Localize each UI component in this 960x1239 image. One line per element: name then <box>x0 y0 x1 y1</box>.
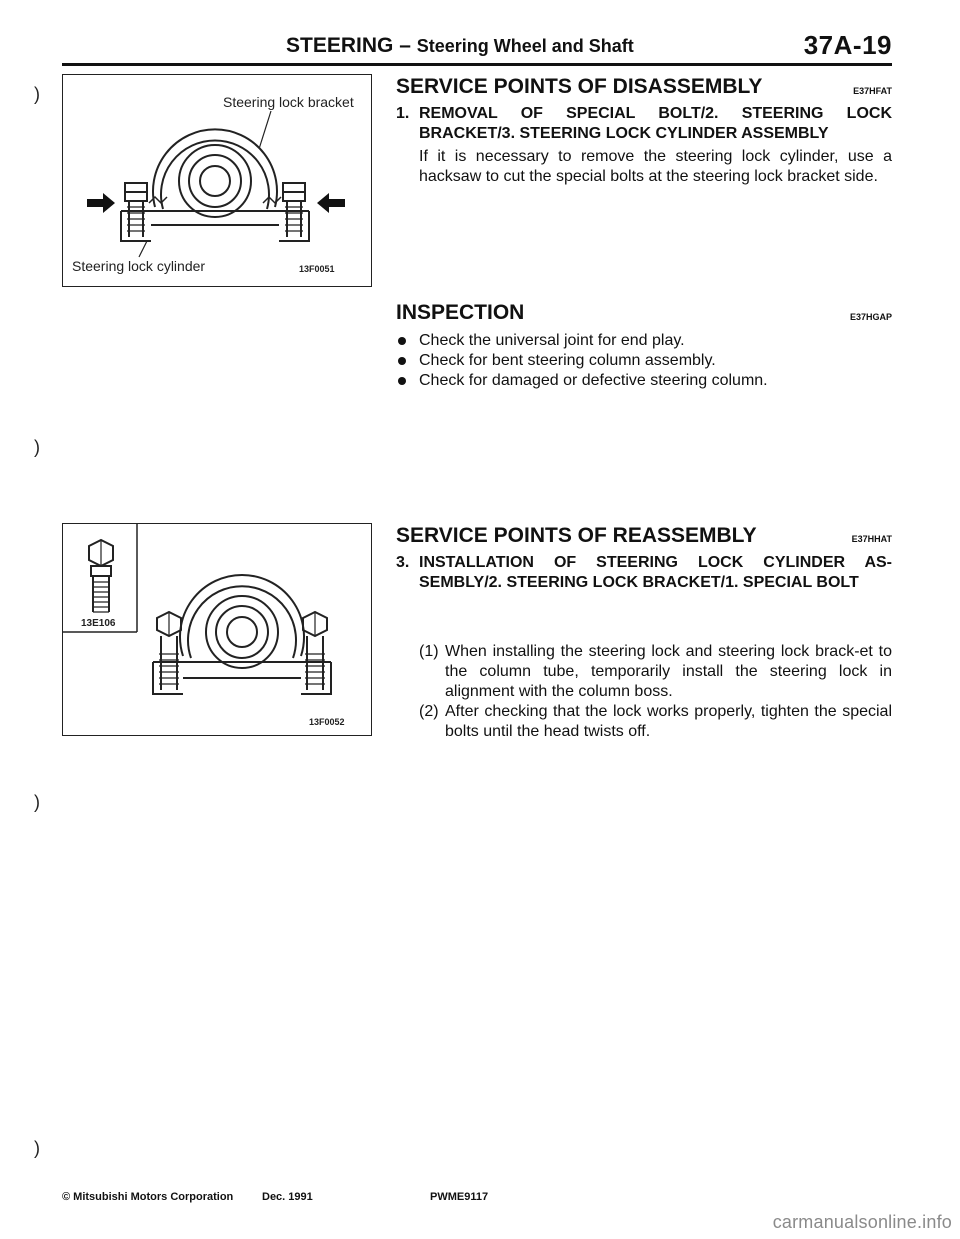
section-code-reassembly: E37HHAT <box>851 534 892 544</box>
header-title <box>286 34 634 58</box>
section-heading-inspection: INSPECTION <box>396 301 525 324</box>
steering-lock-diagram-2 <box>63 524 370 734</box>
list-item <box>396 371 892 391</box>
list-item-text: Check for damaged or defective steering column. <box>419 372 768 389</box>
item-number: 1. <box>396 105 410 122</box>
step-number: (2) <box>419 703 439 720</box>
margin-mark: ) <box>34 1138 40 1158</box>
section-heading-disassembly: SERVICE POINTS OF DISASSEMBLY <box>396 75 763 98</box>
label-steering-lock-bracket: Steering lock bracket <box>223 94 354 110</box>
list-item-text: Check for bent steering column assembly. <box>419 352 716 369</box>
item-title: REMOVAL OF SPECIAL BOLT/2. STEERING LOCK BRACKET/3. STEERING LOCK CYLINDER ASSEMBLY <box>419 105 892 142</box>
header-title-separator: – <box>393 34 417 57</box>
list-item <box>419 642 892 702</box>
bullet-icon <box>398 357 406 365</box>
bullet-icon <box>398 377 406 385</box>
disassembly-body-text: If it is necessary to remove the steering lock cylinder, use a hacksaw to cut the special bolts at the steering lock bracket side. <box>419 148 892 185</box>
figure-steering-lock-reassembly <box>62 523 372 736</box>
page-header <box>62 30 892 66</box>
header-title-main: STEERING <box>286 34 394 57</box>
margin-mark: ) <box>34 792 40 812</box>
step-text: After checking that the lock works properly, tighten the special bolts until the head twists off. <box>445 703 892 740</box>
footer-doc-code: PWME9117 <box>430 1191 489 1203</box>
list-item-text: Check the universal joint for end play. <box>419 332 685 349</box>
header-title-sub: Steering Wheel and Shaft <box>416 36 634 56</box>
list-item <box>396 331 892 351</box>
watermark: carmanualsonline.info <box>772 1212 952 1232</box>
footer-copyright: © Mitsubishi Motors Corporation <box>62 1191 234 1203</box>
item-title: INSTALLATION OF STEERING LOCK CYLINDER AS-SEMBLY/2. STEERING LOCK BRACKET/1. SPECIAL BOLT <box>419 554 892 591</box>
header-rule <box>62 63 892 66</box>
list-item <box>419 702 892 742</box>
disassembly-item-heading <box>396 104 892 144</box>
inspection-list <box>396 331 892 391</box>
figure-code: 13F0052 <box>309 717 345 727</box>
reassembly-item-heading <box>396 553 892 593</box>
label-steering-lock-cylinder: Steering lock cylinder <box>72 258 206 274</box>
reassembly-steps <box>419 642 892 742</box>
inset-code: 13E106 <box>81 618 116 629</box>
bullet-icon <box>398 337 406 345</box>
step-number: (1) <box>419 643 439 660</box>
figure-code: 13F0051 <box>299 264 335 274</box>
section-code-disassembly: E37HFAT <box>853 86 892 96</box>
footer-date: Dec. 1991 <box>262 1191 313 1203</box>
figure-steering-lock-disassembly <box>62 74 372 287</box>
page-number: 37A-19 <box>803 30 892 60</box>
section-heading-reassembly: SERVICE POINTS OF REASSEMBLY <box>396 524 757 547</box>
section-code-inspection: E37HGAP <box>849 312 892 322</box>
margin-mark: ) <box>34 437 40 457</box>
step-text: When installing the steering lock and steering lock brack-et to the column tube, temporarily install the steering lock in alignment with the column boss. <box>445 643 892 700</box>
list-item <box>396 351 892 371</box>
margin-mark: ) <box>34 84 40 104</box>
item-number: 3. <box>396 554 410 571</box>
